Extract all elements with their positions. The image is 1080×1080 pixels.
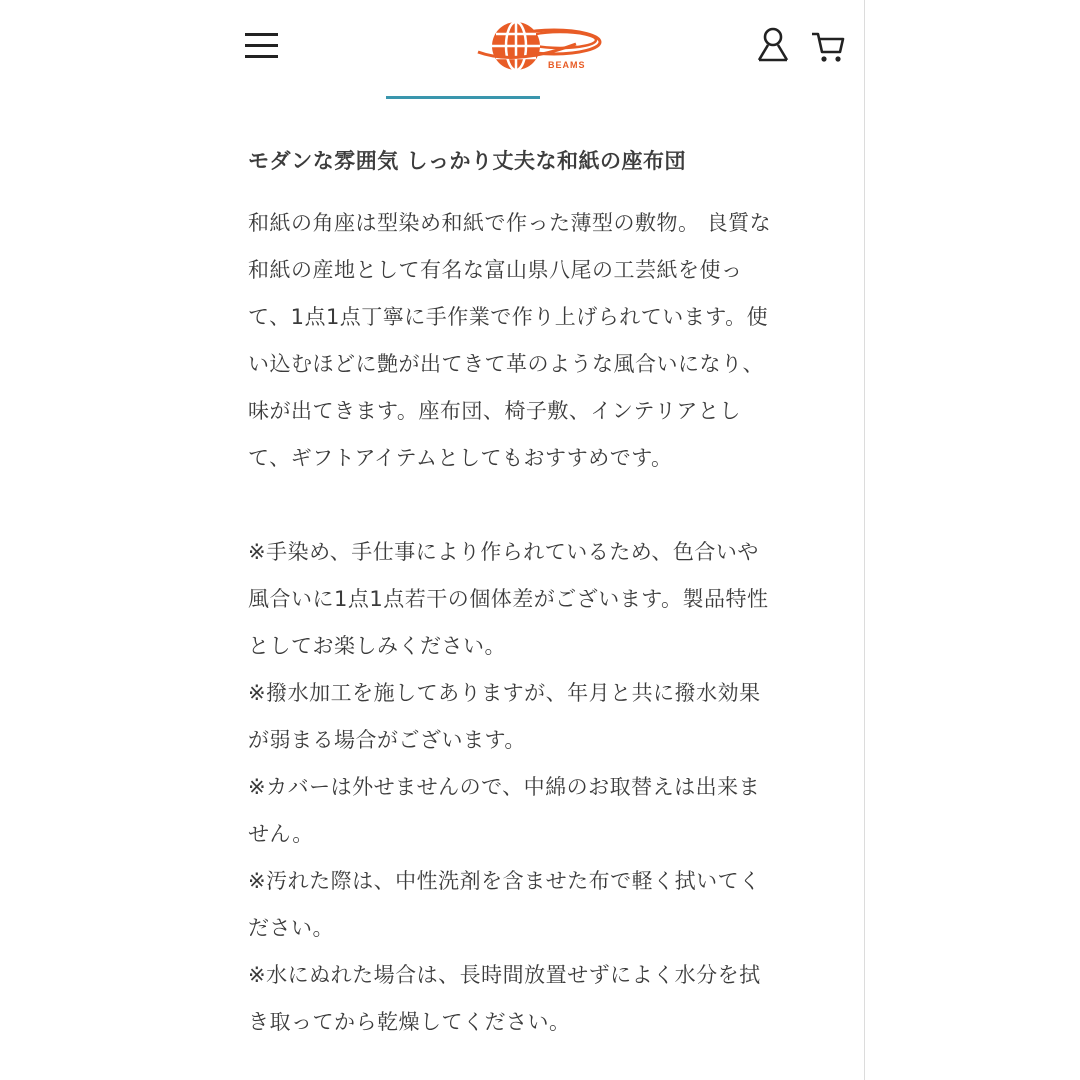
description-heading: モダンな雰囲気 しっかり丈夫な和紙の座布団 [248,149,687,173]
note-line: としてお楽しみください。 [248,634,506,658]
paragraph-spacer [248,482,848,529]
note-line: ※撥水加工を施してありますが、年月と共に撥水効果 [248,681,761,705]
hamburger-menu-icon[interactable] [244,28,280,64]
product-description [248,144,848,1046]
note-line: が弱まる場合がございます。 [248,728,526,752]
description-line: て、ギフトアイテムとしてもおすすめです。 [248,446,673,470]
user-icon [756,26,790,64]
description-line: 和紙の産地として有名な富山県八尾の工芸紙を使っ [248,258,743,282]
description-line: 和紙の角座は型染め和紙で作った薄型の敷物。 良質な [248,211,772,235]
note-line: ※水にぬれた場合は、長時間放置せずによく水分を拭 [248,963,761,987]
active-tab-indicator [386,96,540,99]
note-line: ※汚れた際は、中性洗剤を含ませた布で軽く拭いてく [248,869,761,893]
cart-button[interactable] [810,26,846,64]
note-line: き取ってから乾燥してください。 [248,1010,571,1034]
product-notes [248,529,848,1046]
description-line: 味が出てきます。座布団、椅子敷、インテリアとし [248,399,741,423]
beams-logo[interactable] [476,14,604,78]
note-line: 風合いに1点1点若干の個体差がございます。製品特性 [248,587,769,611]
site-header [240,0,860,110]
cart-icon [810,26,846,64]
description-line: て、1点1点丁寧に手作業で作り上げられています。使 [248,305,769,329]
note-line: ださい。 [248,916,334,940]
note-line: ※カバーは外せませんので、中綿のお取替えは出来ま [248,775,761,799]
note-line: せん。 [248,822,314,846]
description-paragraph [248,200,848,482]
description-line: い込むほどに艶が出てきて革のような風合いになり、 [248,352,764,376]
account-button[interactable] [756,26,790,64]
note-line: ※手染め、手仕事により作られているため、色合いや [248,540,759,564]
logo-wordmark: BEAMS [548,60,586,70]
page-right-edge-divider [864,0,865,1080]
